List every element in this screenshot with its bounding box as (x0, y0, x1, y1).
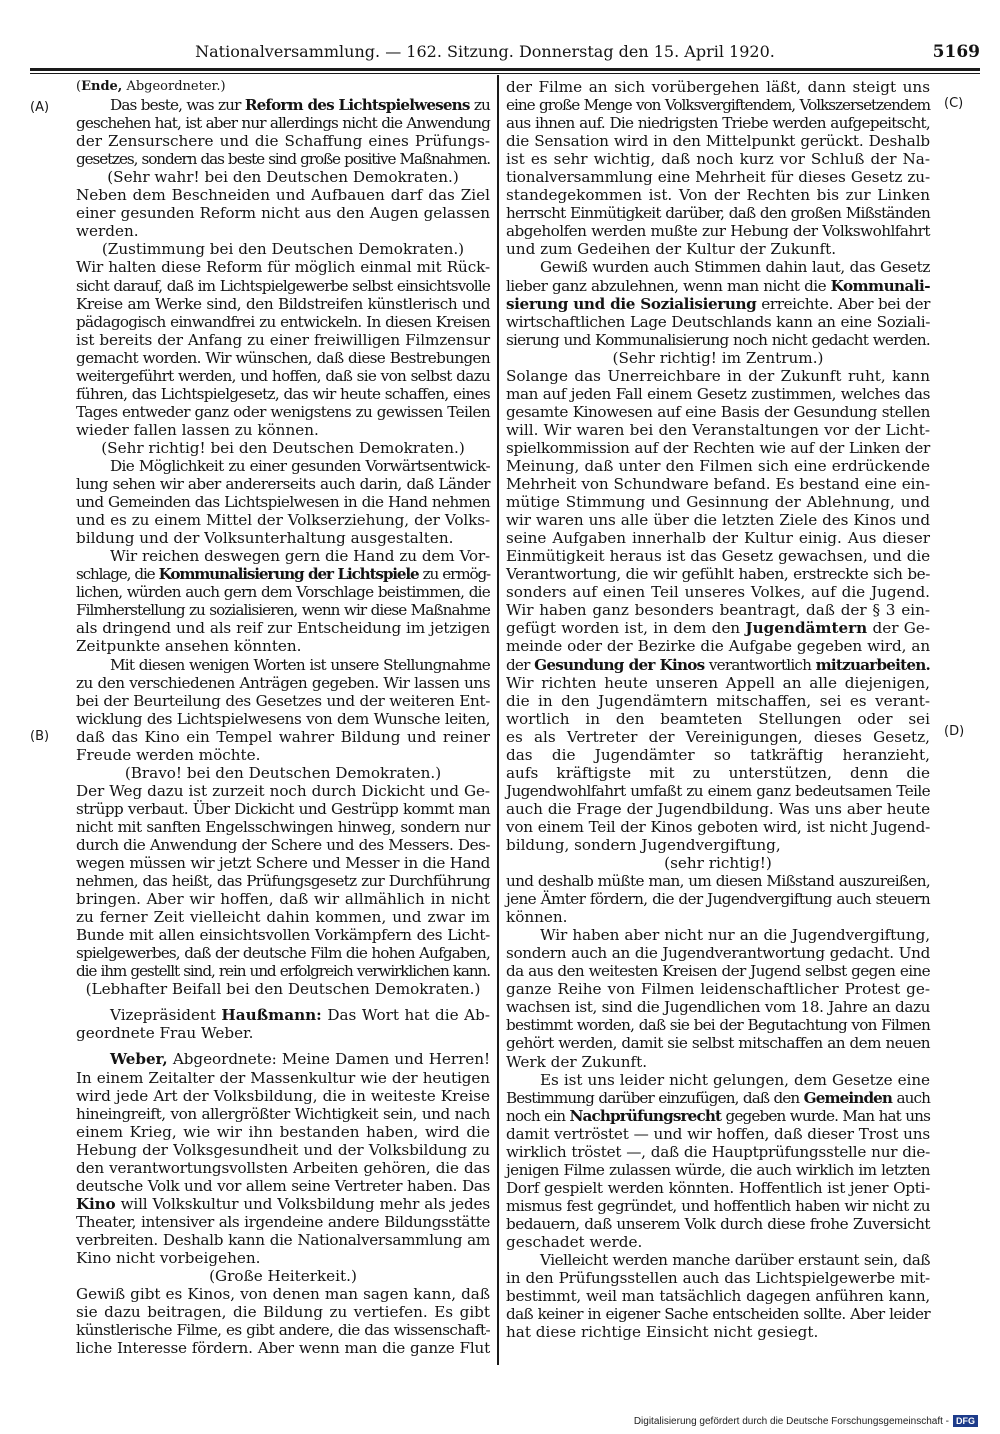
text-line: Vielleicht werden manche darüber erstaunt sein, daß (540, 1251, 930, 1270)
text-line: wird jede Art der Volksbildung, die in weiteste Kreise (76, 1086, 490, 1105)
text-line: mismus fest gegründet, und hoffentlich haben wir nicht zu (506, 1196, 930, 1215)
text-line: zu den verschiedenen Anträgen gegeben. Wir lassen uns (76, 673, 490, 692)
text-line: liche Interesse fördern. Aber wenn man die ganze Flut (76, 1339, 490, 1358)
text-line: Verantwortung, die wir gefühlt haben, erstreckte sich be- (506, 565, 930, 584)
header-rule-thin (30, 73, 980, 74)
text-line: die Sensation wird in den Mittelpunkt gerückt. Deshalb (506, 132, 930, 151)
text-line: standegekommen ist. Von der Rechten bis zur Linken (506, 186, 930, 205)
text-line: ist bereits der Anfang zu einer freiwilligen Filmzensur (76, 330, 490, 349)
text-line: wicklung des Lichtspielwesens von dem Wunsche leiten, (76, 709, 490, 728)
text-line: da aus den weitesten Kreisen der Jugend selbst gegen eine (506, 962, 930, 981)
text-line: wieder fallen lassen zu können. (76, 420, 319, 439)
text-line: künstlerische Filme, es gibt andere, die das wissenschaft- (76, 1321, 490, 1340)
text-line: wortlich in den beamteten Stellungen oder sei (506, 709, 930, 728)
text-line: damit vertröstet — und wir hoffen, daß dieser Trost uns (506, 1124, 930, 1143)
text-line: Mehrheit von Schundware befand. Es bestand eine ein- (506, 475, 930, 494)
text-line: Gewiß gibt es Kinos, von denen man sagen kann, daß (76, 1285, 490, 1304)
text-line: meinde oder der Bezirke die Aufgabe gegeben wird, an (506, 637, 930, 656)
text-line: seine Aufgaben innerhalb der Kultur einig. Aus dieser (506, 529, 930, 548)
text-line: (Bravo! bei den Deutschen Demokraten.) (124, 763, 442, 782)
text-line: Theater, intensiver als irgendeine andere Bildungsstätte (76, 1212, 490, 1231)
text-line: der Zensurschere und die Schaffung eines Prüfungs- (76, 132, 490, 151)
text-line: sondern auch an die Jugendverantwortung gedacht. Und (506, 944, 930, 963)
text-line: bedauern, daß unserem Volk durch diese frohe Zuversicht (506, 1214, 930, 1233)
text-line: nicht mit sanften Engelsschwingen hinweg, sondern nur (76, 817, 490, 836)
text-line: Solange das Unerreichbare in der Zukunft ruht, kann (506, 366, 930, 385)
margin-mark-d: (D) (944, 724, 965, 739)
text-line: Kino nicht vorbeigehen. (76, 1249, 261, 1267)
margin-mark-b: (B) (30, 729, 50, 744)
text-line: der Filme an sich vorübergehen läßt, dann steigt uns (506, 78, 930, 96)
column-divider (497, 75, 499, 1365)
text-line: durch die Anwendung der Schere und des Messers. Des- (76, 835, 490, 854)
text-line: Es ist uns leider nicht gelungen, dem Gesetze eine (540, 1070, 930, 1089)
text-line: Bestimmung darüber einzufügen, daß den Gemeinden auch (506, 1088, 930, 1107)
text-line: in den Prüfungsstellen auch das Lichtspielgewerbe mit- (506, 1269, 930, 1288)
text-line: Hebung der Volksgesundheit und der Volksbildung zu (76, 1140, 490, 1159)
text-line: den verantwortungsvollsten Arbeiten gehören, die das (76, 1158, 490, 1177)
margin-mark-c: (C) (944, 96, 964, 111)
text-line: Jugendwohlfahrt umfaßt zu einem ganz bedeutsamen Teile (506, 781, 930, 800)
text-line: lung sehen wir aber andererseits auch darin, daß Länder (76, 475, 490, 494)
text-line: die ihm gestellt sind, rein und erfolgreich verwirklichen kann. (76, 962, 490, 981)
text-line: Tages entweder ganz oder wenigstens zu gewissen Teilen (76, 402, 490, 421)
text-line: der Gesundung der Kinos verantwortlich mitzuarbeiten. (506, 655, 930, 674)
text-line: Das beste, was zur Reform des Lichtspielwesens zu (110, 96, 490, 115)
text-line: bei der Beurteilung des Gesetzes und der weiteren Ent- (76, 691, 490, 710)
text-line: Mit diesen wenigen Worten ist unsere Stellungnahme (110, 655, 490, 674)
text-line: Weber, Abgeordnete: Meine Damen und Herren! (110, 1050, 490, 1069)
text-line: Dorf gespielt werden könnten. Hoffentlich ist jener Opti- (506, 1178, 930, 1197)
text-line: ist es sehr wichtig, daß noch kurz vor Schluß der Na- (506, 150, 930, 169)
text-line: wegen müssen wir jetzt Schere und Messer in die Hand (76, 854, 490, 873)
text-line: von einem Teil der Kinos geboten wird, ist nicht Jugend- (506, 817, 930, 836)
text-line: gesetzes, sondern das beste sind große positive Maßnahmen. (76, 150, 490, 169)
text-line: bildung, sondern Jugendvergiftung, (506, 835, 781, 854)
text-line: geschadet werde. (506, 1233, 643, 1251)
text-line: lichen, würden auch gern dem Vorschlage beistimmen, die (76, 583, 490, 602)
text-line: jene Ämter fördern, die der Jugendvergiftung auch steuern (506, 890, 930, 909)
text-line: spielkommission auf der Rechten wie auf der Linken der (506, 438, 930, 457)
text-line: Die Möglichkeit zu einer gesunden Vorwärtsentwick- (110, 456, 490, 475)
text-line: Wir haben aber nicht nur an die Jugendvergiftung, (540, 926, 930, 945)
text-line: Bunde mit allen einsichtsvollen Vorkämpfern des Licht- (76, 926, 490, 945)
text-line: (Zustimmung bei den Deutschen Demokraten.) (101, 240, 465, 259)
right-column (506, 78, 930, 1341)
text-line: Wir reichen deswegen gern die Hand zu dem Vor- (110, 547, 490, 566)
text-line: aufs kräftigste mit zu unterstützen, denn die (506, 763, 930, 782)
text-line: einem Krieg, wie wir ihn bestanden haben, wird die (76, 1122, 490, 1141)
text-line: bringen. Aber wir hoffen, daß wir allmählich in nicht (76, 890, 490, 909)
text-line: geschehen hat, ist aber nur allerdings nicht die Anwendung (76, 114, 490, 133)
text-line: Neben dem Beschneiden und Aufbauen darf das Ziel (76, 186, 490, 205)
text-line: spielgewerbes, daß der deutsche Film die hohen Aufgaben, (76, 944, 490, 963)
text-line: (Lebhafter Beifall bei den Deutschen Demokraten.) (85, 980, 481, 999)
text-line: (sehr richtig!) (664, 854, 772, 873)
dfg-logo: DFG (953, 1415, 978, 1427)
text-line: sie dazu beitragen, die Bildung zu vertiefen. Es gibt (76, 1303, 490, 1322)
text-line: und deshalb müßte man, um diesen Mißstand auszureißen, (506, 872, 930, 891)
left-column (76, 78, 490, 1357)
text-line: In einem Zeitalter der Massenkultur wie der heutigen (76, 1068, 490, 1087)
text-line: mütige Stimmung und Gesinnung der Ablehnung, und (506, 493, 930, 512)
text-line: sicht darauf, daß im Lichtspielgewerbe selbst einsichtsvolle (76, 276, 490, 295)
text-line: einer gesunden Reform nicht aus den Augen gelassen (76, 204, 490, 223)
text-line: strüpp verbaut. Über Dickicht und Gestrüpp kommt man (76, 799, 490, 818)
text-line: gehört werden, damit sie selbst mitschaffen an dem neuen (506, 1034, 930, 1053)
text-line: auch die Frage der Jugendbildung. Was uns aber heute (506, 799, 930, 818)
text-line: es als Vertreter der Vereinigungen, dieses Gesetz, (506, 727, 930, 746)
text-line: die in den Jugendämtern mitschaffen, sei es verant- (506, 691, 930, 710)
text-line: Der Weg dazu ist zurzeit noch durch Dickicht und Ge- (76, 781, 490, 800)
text-line: wir waren uns alle über die letzten Ziele des Kinos und (506, 511, 930, 530)
text-line: (Sehr richtig! bei den Deutschen Demokraten.) (101, 438, 465, 457)
text-line: abgeholfen werden mußte zur Hebung der Volkswohlfahrt (506, 222, 930, 241)
text-line: Filmherstellung zu sozialisieren, wenn wir diese Maßnahme (76, 601, 490, 620)
text-line: als dringend und als reif zur Entscheidung im jetzigen (76, 619, 490, 638)
text-line: pädagogisch einwandfrei zu entwickeln. In diesen Kreisen (76, 312, 490, 331)
text-line: sierung und Kommunalisierung noch nicht gedacht werden. (506, 330, 930, 349)
text-line: gefügt worden ist, in dem den Jugendämtern der Ge- (506, 619, 930, 638)
text-line: daß keiner in eigener Sache entscheiden sollte. Aber leider (506, 1305, 930, 1324)
text-line: sonders auf einen Teil unseres Volkes, auf die Jugend. (506, 583, 930, 602)
text-line: sierung und die Sozialisierung erreichte. Aber bei der (506, 294, 930, 313)
page-number: 5169 (932, 42, 980, 62)
text-line: geordnete Frau Weber. (76, 1024, 254, 1043)
text-line: lieber ganz abzulehnen, wenn man nicht die Kommunali- (506, 276, 930, 295)
text-line: (Ende, Abgeordneter.) (76, 79, 226, 94)
text-line: Wir halten diese Reform für möglich einmal mit Rück- (76, 258, 490, 277)
text-line: verbreiten. Deshalb kann die Nationalversammlung am (76, 1230, 490, 1249)
text-line: will. Wir waren bei den Veranstaltungen vor der Licht- (506, 420, 930, 439)
text-line: Kino will Volkskultur und Volksbildung mehr als jedes (76, 1194, 490, 1213)
text-line: und zum Gedeihen der Kultur der Zukunft. (506, 240, 837, 259)
text-line: Wir haben ganz besonders beantragt, daß der § 3 ein- (506, 601, 930, 620)
text-line: daß das Kino ein Tempel wahrer Bildung und reiner (76, 727, 490, 746)
text-line: führen, das Lichtspielgesetz, das wir heute schaffen, eines (76, 384, 490, 403)
text-line: hat diese richtige Einsicht nicht gesiegt. (506, 1323, 819, 1342)
text-line: Wir richten heute unseren Appell an alle diejenigen, (506, 673, 930, 692)
text-line: Einmütigkeit heraus ist das Gesetz gewachsen, und die (506, 547, 930, 566)
header-rule (30, 68, 980, 71)
credit-text: Digitalisierung gefördert durch die Deutsche Forschungsgemeinschaft - (633, 1415, 949, 1427)
text-line: Freude werden möchte. (76, 745, 261, 764)
text-line: aus ihnen auf. Die niedrigsten Triebe werden aufgepeitscht, (506, 114, 930, 133)
text-line: werden. (76, 222, 139, 241)
text-line: herrscht Einmütigkeit darüber, daß den großen Mißständen (506, 204, 930, 223)
text-line: nehmen, das heißt, das Prüfungsgesetz zur Durchführung (76, 872, 490, 891)
text-line: weitergeführt werden, und hoffen, daß sie von selbst dazu (76, 366, 490, 385)
text-line: gemacht worden. Wir wünschen, daß diese Bestrebungen (76, 348, 490, 367)
text-line: noch ein Nachprüfungsrecht gegeben wurde. Man hat uns (506, 1106, 931, 1125)
text-line: und Gemeinden das Lichtspielwesen in die Hand nehmen (76, 493, 490, 512)
text-line: wachsen ist, sind die Jugendlichen vom 18. Jahre an dazu (506, 998, 930, 1017)
text-line: Zeitpunkte ansehen könnten. (76, 637, 302, 656)
text-line: bestimmt, weil man tatsächlich dagegen anführen kann, (506, 1287, 930, 1306)
text-line: wirklich tröstet —, daß die Hauptprüfungsstelle nur die- (506, 1142, 930, 1161)
text-line: bildung und der Volksunterhaltung ausgestalten. (76, 529, 454, 548)
text-line: jenigen Filme zulassen würde, die auch wirklich im letzten (506, 1160, 930, 1179)
text-line: bestimmt worden, daß sie bei der Begutachtung von Filmen (506, 1016, 930, 1035)
text-line: (Große Heiterkeit.) (209, 1267, 357, 1286)
text-line: hineingreift, von allergrößter Wichtigkeit sein, und nach (76, 1104, 490, 1123)
text-line: wirtschaftlichen Lage Deutschlands kann an eine Soziali- (506, 312, 930, 331)
text-line: eine große Menge von Volksvergiftendem, Volkszersetzendem (506, 96, 930, 115)
text-line: (Sehr richtig! im Zentrum.) (612, 348, 824, 367)
margin-mark-a: (A) (30, 100, 50, 115)
text-line: zu ferner Zeit vielleicht dahin kommen, und zwar im (76, 908, 490, 927)
text-line: Vizepräsident Haußmann: Das Wort hat die Ab- (110, 1006, 490, 1025)
text-line: man auf jeden Fall einem Gesetz zustimmen, welches das (506, 384, 930, 403)
page-header (60, 42, 980, 66)
text-line: (Sehr wahr! bei den Deutschen Demokraten.) (107, 168, 459, 187)
text-line: das die Jugendämter so tatkräftig heranzieht, (506, 745, 930, 764)
text-line: Werk der Zukunft. (506, 1052, 648, 1071)
text-line: und es zu einem Mittel der Volkserziehung, der Volks- (76, 511, 490, 530)
running-title: Nationalversammlung. — 162. Sitzung. Donnerstag den 15. April 1920. (195, 42, 775, 61)
text-line: deutsche Volk und vor allem seine Vertreter haben. Das (76, 1176, 490, 1195)
text-line: Gewiß wurden auch Stimmen dahin laut, das Gesetz (540, 258, 930, 277)
text-line: schlage, die Kommunalisierung der Lichtspiele zu ermög- (76, 565, 490, 584)
text-line: Meinung, daß unter den Filmen sich eine erdrückende (506, 456, 930, 475)
text-line: können. (506, 908, 568, 927)
digitization-credit (634, 1415, 978, 1427)
text-line: ganze Reihe von Filmen leidenschaftlicher Protest ge- (506, 980, 930, 999)
text-line: tionalversammlung eine Mehrheit für dieses Gesetz zu- (506, 168, 930, 187)
text-line: gesamte Kinowesen auf eine Basis der Gesundung stellen (506, 402, 930, 421)
text-line: Kreise am Werke sind, den Bildstreifen künstlerisch und (76, 294, 490, 313)
